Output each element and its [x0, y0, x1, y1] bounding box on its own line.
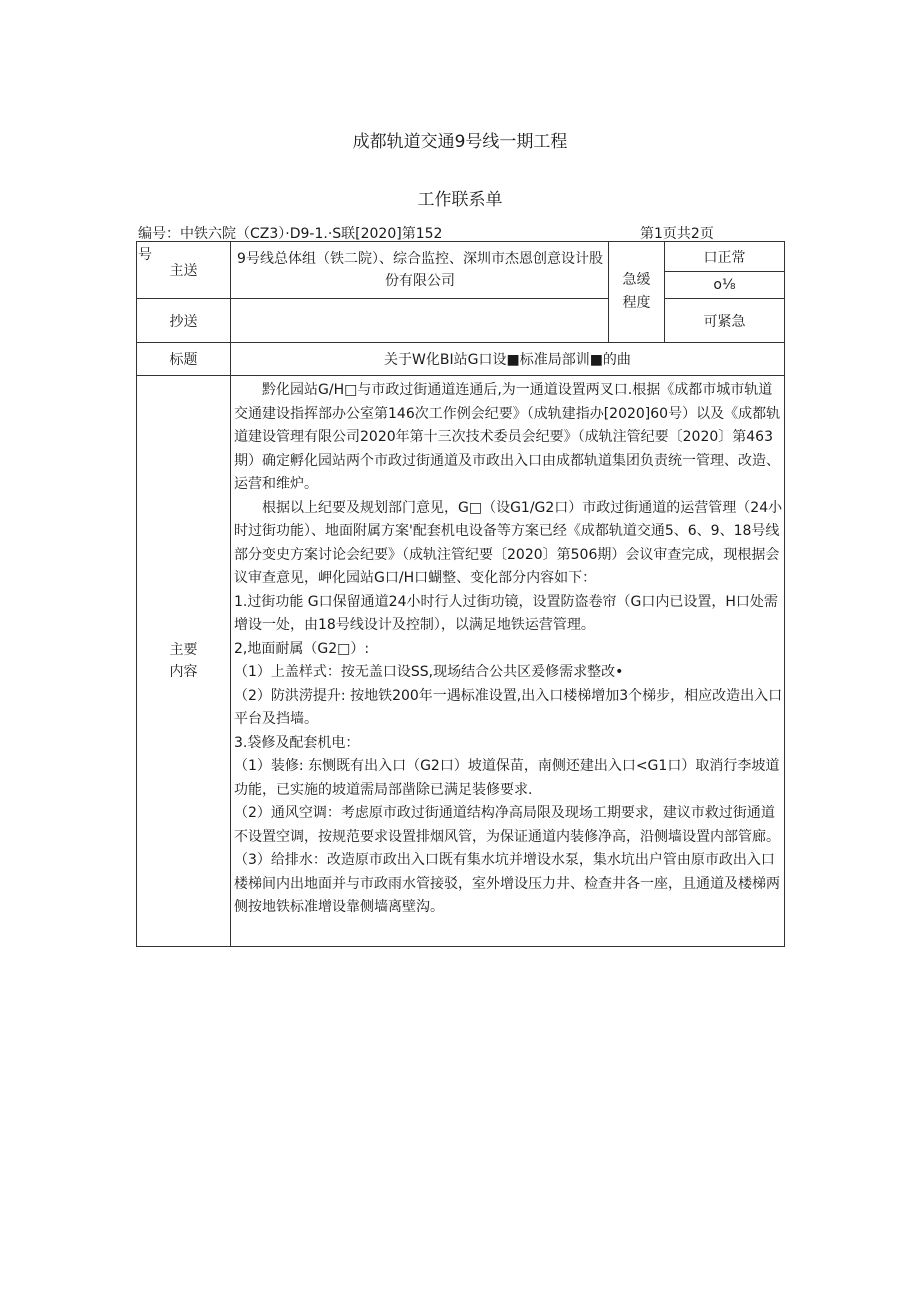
- urgency-label-cell: [609, 242, 665, 343]
- urgency-urgent-option: 可紧急: [665, 299, 785, 343]
- content-body: [231, 376, 785, 947]
- hao-label: 号: [138, 247, 152, 263]
- content-label: 主要内容: [169, 641, 198, 680]
- zhusong-label: 主送: [169, 263, 198, 279]
- document-subtitle: 工作联系单: [417, 190, 503, 210]
- urgency-mid-option: o⅛: [665, 272, 785, 299]
- content-paragraph: 1.过街功能 G口保留通道24小时行人过街功镜，设置防盗卷帘（G口内已设置，H口处需增设一处，由18号线设计及控制），以满足地铁运营管理。: [234, 593, 778, 633]
- content-paragraph: （1）装修: 东恻既有出入口（G2口）坡道保苗，南侧还建出入口<G1口）取消行李坡道功能，已实施的坡道需局部凿除已满足装修要求.: [234, 758, 780, 798]
- content-paragraph: （1）上盖样式：按无盖口设SS,现场结合公共区爰修需求整改•: [234, 664, 624, 680]
- zhusong-value: 9号线总体组（铁二院）、综合监控、深圳市杰恩创意设计股份有限公司: [231, 242, 609, 299]
- content-paragraph: （2）通风空调：考虑原市政过街通道结构净高局限及现场工期要求，建议市救过街通道不设置空调，按规范要求设置排烟风管，为保证通道内装修净高，沿侧墙设置内部管廊。: [234, 805, 780, 845]
- chaosong-label: 抄送: [137, 299, 231, 343]
- chaosong-value: [231, 299, 609, 343]
- content-paragraph: 2,地面耐属（G2□）:: [234, 640, 370, 657]
- content-paragraph: （3）给排水：改造原市政出入口既有集水坑并增设水泵，集水坑出户管由原市政出入口楼梯间内出地面并与市政雨水管接驳，室外增设压力井、检查井各一座，且通道及楼梯两侧按地铁标准增设靠侧墙离壁沟。: [234, 852, 780, 915]
- content-label-cell: [137, 376, 231, 947]
- content-paragraph: 黔化园站G/H□与市政过街通道连通后,为一通道设置两叉口.根据《成都市城市轨道交通建设指挥部办公室第146次工作例会纪要》（成轨建指办[2020]60号）以及《成都轨道建设管理有限公司2020年第十三次技术委员会纪要》（成轨注管纪要〔2020〕第463期）确定孵化园站两个市政过街通道及市政出入口由成都轨道集团负责统一管理、改造、运营和维炉。: [234, 382, 781, 492]
- urgency-normal-option: 口正常: [665, 242, 785, 272]
- document-code: 编号：中铁六院（CZ3）·D9-1.·S联[2020]第152: [138, 226, 443, 242]
- biaoti-value: 关于W化BI站G口设■标准局部训■的曲: [231, 343, 785, 376]
- document-title: 成都轨道交通9号线一期工程: [352, 132, 568, 152]
- contact-form-table: [136, 241, 785, 947]
- zhusong-label-cell: [137, 242, 231, 299]
- content-paragraph: （2）防洪涝提升: 按地铁200年一遇标准设置,出入口楼梯增加3个梯步，相应改造出入口平台及挡墙。: [234, 687, 783, 727]
- biaoti-label: 标题: [137, 343, 231, 376]
- content-paragraph: 3.袋修及配套机电：: [234, 734, 360, 751]
- content-paragraph: 根据以上纪要及规划部门意见，G□（设G1/G2口）市政过街通道的运营管理（24小时过街功能）、地面附属方案'配套机电设备等方案已经《成都轨道交通5、6、9、18号线部分变史方案讨论会纪要》（成轨注管纪要〔2020〕第506期）会议审查完成，现根据会议审查意见，岬化园站G口/H口蝴整、变化部分内容如下：: [234, 499, 783, 586]
- urgency-label: 急缓程度: [622, 272, 651, 311]
- page-indicator: 第1页共2页: [640, 226, 714, 242]
